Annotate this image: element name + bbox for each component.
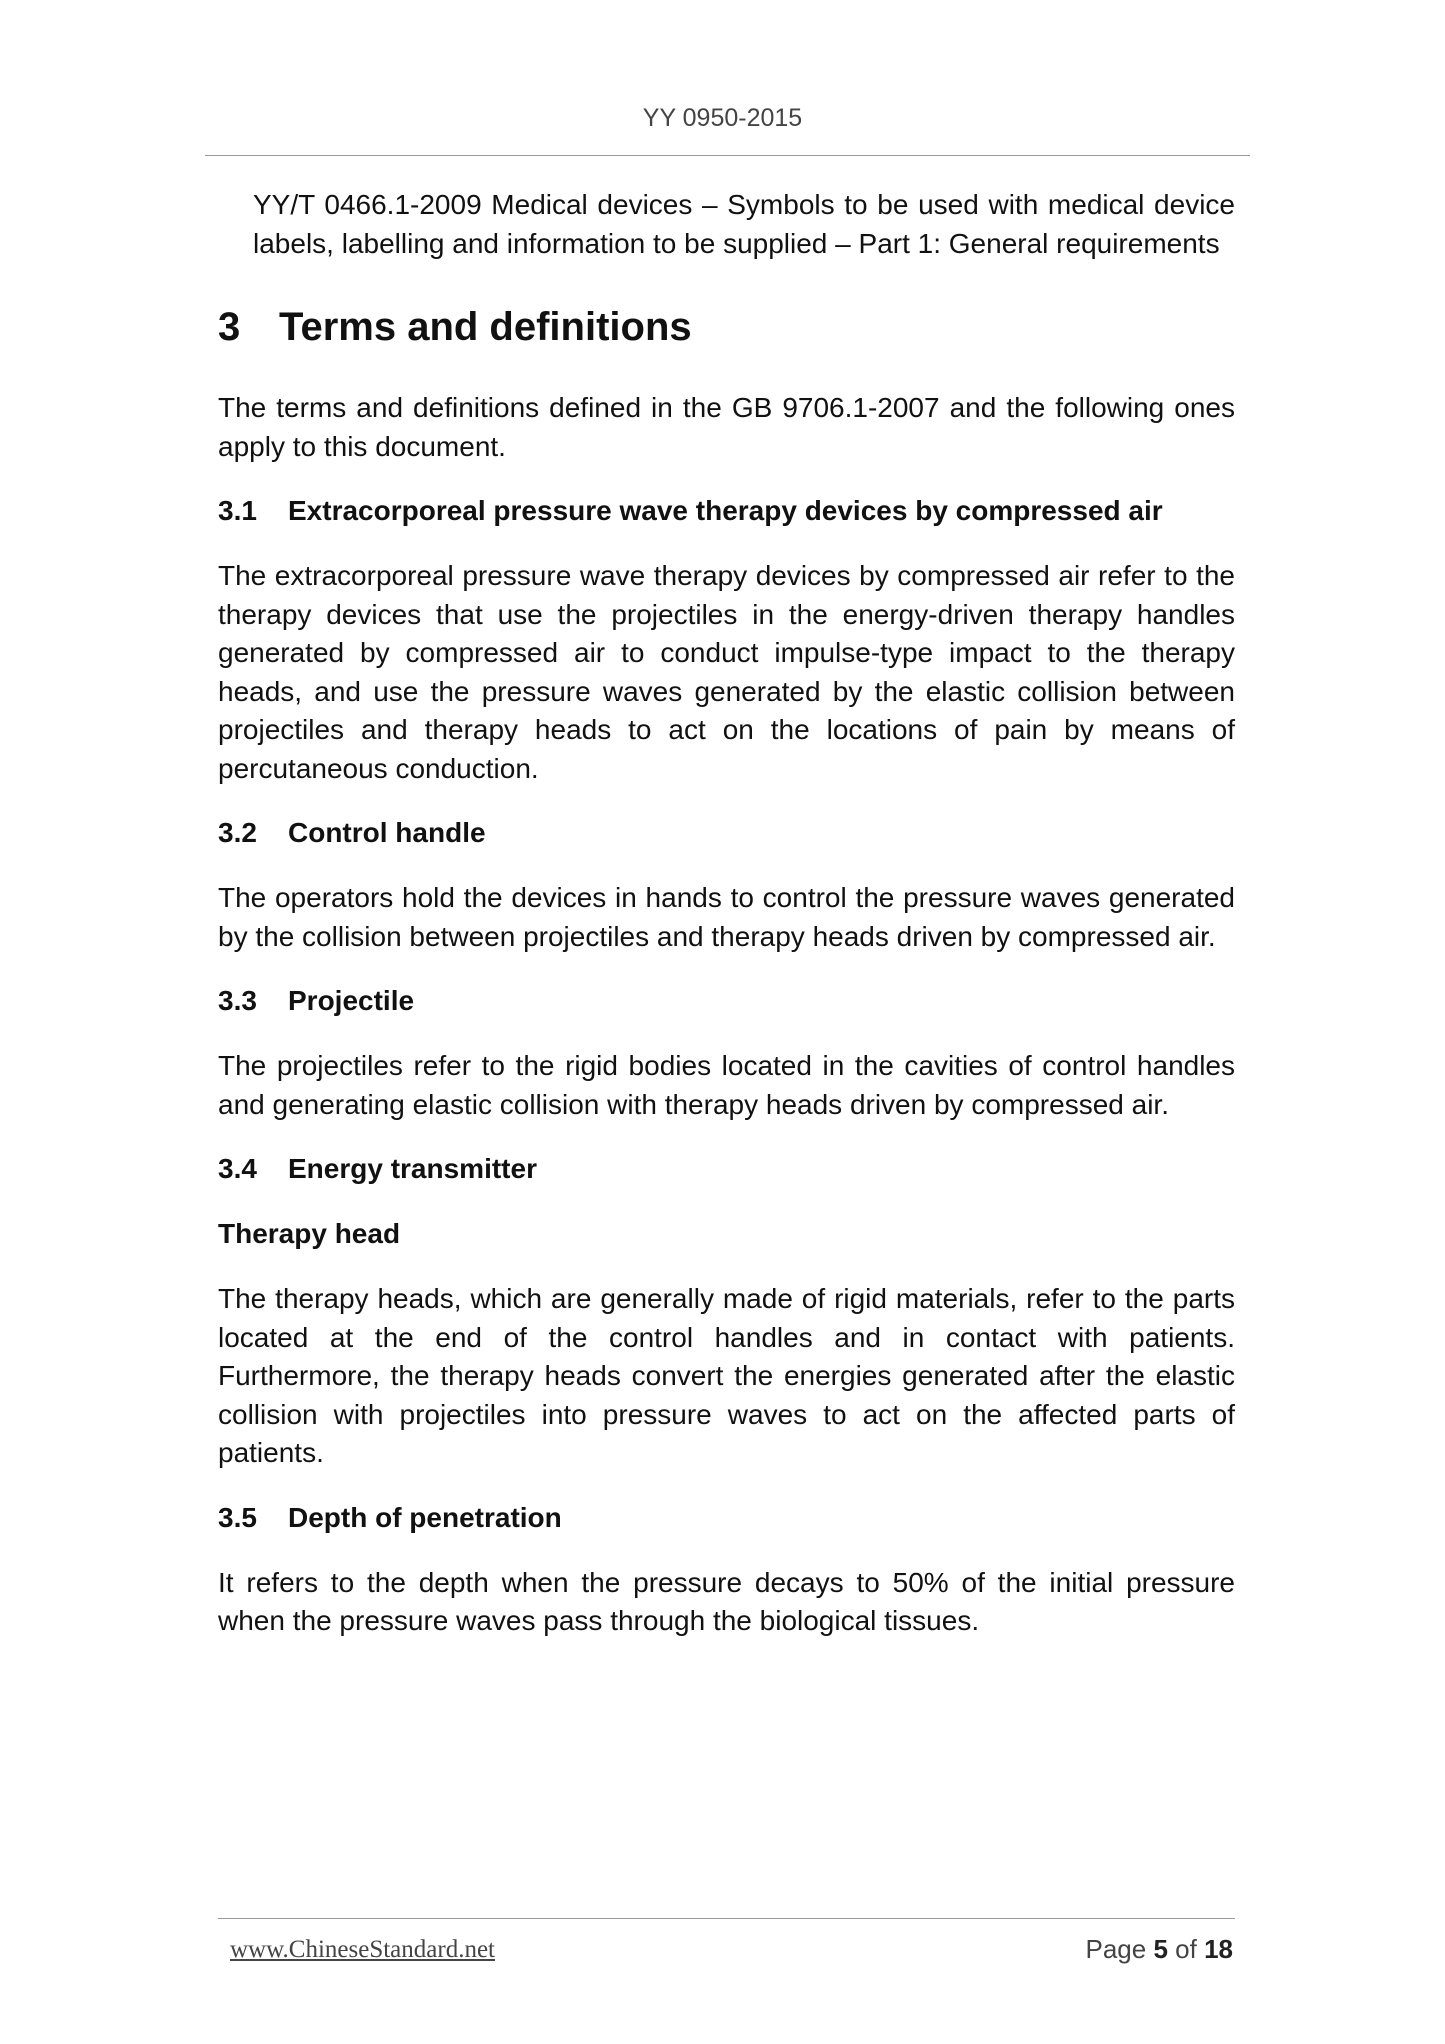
clause-subheading-therapy-head: Therapy head xyxy=(218,1218,401,1249)
clause-number: 3.2 xyxy=(218,817,257,848)
clause-text-3-3: The projectiles refer to the rigid bodies located in the cavities of control handles and generating elastic collision with therapy heads driven by compressed air. xyxy=(218,1050,1235,1120)
clause-number: 3.1 xyxy=(218,495,257,526)
section-intro: The terms and definitions defined in the GB 9706.1-2007 and the following ones apply to this document. xyxy=(218,392,1235,462)
website-link[interactable]: www.ChineseStandard.net xyxy=(230,1936,495,1963)
clause-heading-3-2 xyxy=(218,814,1235,852)
clause-title: Control handle xyxy=(288,817,486,848)
page-label: Page xyxy=(1085,1934,1147,1964)
clause-title: Energy transmitter xyxy=(288,1153,537,1184)
clause-number: 3.4 xyxy=(218,1153,257,1184)
clause-text-3-2: The operators hold the devices in hands to control the pressure waves generated by the collision between projectiles and therapy heads driven by compressed air. xyxy=(218,882,1235,952)
clause-heading-3-5 xyxy=(218,1499,1235,1537)
page-header: YY 0950-2015 xyxy=(642,104,803,132)
clause-title: Depth of penetration xyxy=(288,1501,562,1533)
header-divider xyxy=(205,155,1250,156)
clause-number: 3.5 xyxy=(218,1501,257,1533)
clause-heading-3-3 xyxy=(218,982,1235,1020)
section-number: 3 xyxy=(218,305,241,349)
page-of-label: of xyxy=(1175,1934,1197,1964)
normative-reference: YY/T 0466.1-2009 Medical devices – Symbols to be used with medical device labels, labelling and information to be supplied – Part 1: General requirements xyxy=(253,189,1235,259)
clause-text-3-4: The therapy heads, which are generally made of rigid materials, refer to the parts located at the end of the control handles and in contact with patients. Furthermore, the therapy heads convert the energies generated after the elastic collision with projectiles into pressure waves to act on the affected parts of patients. xyxy=(218,1283,1235,1468)
total-pages: 18 xyxy=(1204,1934,1233,1964)
clause-text-3-5: It refers to the depth when the pressure decays to 50% of the initial pressure when the pressure waves pass through the biological tissues. xyxy=(218,1566,1235,1636)
section-title: Terms and definitions xyxy=(279,305,692,349)
clause-heading-3-1 xyxy=(218,492,1235,530)
section-heading xyxy=(218,303,1235,351)
page-indicator xyxy=(1085,1934,1233,1965)
clause-text-3-1: The extracorporeal pressure wave therapy devices by compressed air refer to the therapy devices that use the projectiles in the energy-driven therapy handles generated by compressed air to conduct impulse-type impact to the therapy heads, and use the pressure waves generated by the elastic collision between projectiles and therapy heads to act on the locations of pain by means of percutaneous conduction. xyxy=(218,560,1235,784)
document-body xyxy=(218,186,1235,1641)
footer-divider xyxy=(218,1918,1235,1919)
clause-title: Projectile xyxy=(288,985,415,1016)
current-page: 5 xyxy=(1153,1934,1168,1964)
clause-number: 3.3 xyxy=(218,985,257,1016)
clause-heading-3-4 xyxy=(218,1150,1235,1188)
clause-title: Extracorporeal pressure wave therapy devices by compressed air xyxy=(288,495,1163,526)
